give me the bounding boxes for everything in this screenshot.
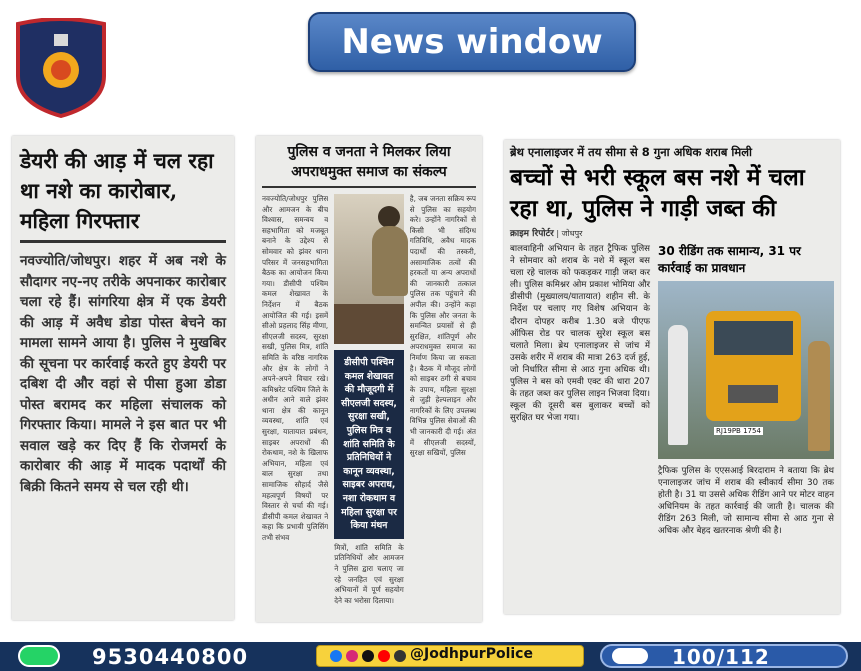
school-bus-photo (658, 281, 834, 459)
news-window-banner: News window (308, 12, 636, 72)
bus-number-plate: RJ19PB 1754 (716, 427, 761, 435)
police-logo (14, 18, 108, 118)
meeting-photo (334, 194, 404, 344)
threads-icon (394, 650, 406, 662)
article2-middle-text: मित्रों, शांति समिति के प्रतिनिधियों और आमजन ने पुलिस द्वारा चलाए जा रहे जनहित एवं सुरक्षा अभियानों में पूर्ण सहयोग देने का भरोसा दिलाया। (334, 542, 404, 605)
article1-body: नवज्योति/जोधपुर। शहर में अब नशे के सौदागर नए-नए तरीके अपनाकर कारोबार चला रहे हैं। सांगरिया क्षेत्र में एक डेयरी की आड़ में अवैध डोडा पोस्त बेचने का मामला सामने आया है। पुलिस ने मुखबिर की सूचना पर कार्रवाई करते हुए डेयरी पर दबिश दी और वहां से पीसा हुआ डोडा पोस्त बरामद कर महिला संचालक को गिरफ्तार किया। मामले ने इस बात पर भी सवाल खड़े कर दिए हैं कि रोजमर्रा के कारोबार की आड़ में मादक पदार्थों की बिक्री कितने समय से चल रही थी। (20, 253, 226, 495)
news-clipping-public-meeting (256, 136, 482, 622)
youtube-icon (378, 650, 390, 662)
article3-subhead: 30 रीडिंग तक सामान्य, 31 पर कार्रवाई का प्रावधान (658, 244, 801, 275)
article3-kicker: ब्रेथ एनालाइजर में तय सीमा से 8 गुना अधिक शराब मिली (510, 145, 753, 159)
whatsapp-number: 9530440800 (92, 645, 249, 669)
article3-photo-caption: ट्रैफिक पुलिस के एएसआई बिरदाराम ने बताया कि ब्रेथ एनालाइजर जांच में शराब की स्वीकार्य सीमा 30 तक होती है। 31 या उससे अधिक रीडिंग आने पर मोटर वाहन अधिनियम के तहत कार्रवाई की जाती है। चालक की रीडिंग 263 मिली, जो सामान्य सीमा से आठ गुना से अधिक और बेहद खतरनाक श्रेणी की है। (658, 466, 834, 537)
news-clipping-school-bus (504, 140, 840, 614)
article3-body: बालवाहिनी अभियान के तहत ट्रैफिक पुलिस ने सोमवार को शराब के नशे में स्कूल बस चला रहे चालक को फकड़कर गाड़ी जब्त कर ली। पुलिस कमिश्नर ओम प्रकाश भोमिया और डीसीपी (मुख्यालय/यातायात) शहीन सी. के निर्देश पर चलाए गए विशेष अभियान के दौरान दोपहर करीब 1.30 बजे पीएफ ऑफिस रोड पर चालक सुरेश स्कूल बस चलाते मिला। ब्रेथ एनालाइजर से जांच में उसके शरीर में शराब की मात्रा 263 दर्ज हुई, जो निर्धारित सीमा से आठ गुना अधिक थी। पुलिस ने बस को एमवी एक्ट की धारा 207 के तहत जब्त कर पुलिस लाइन भिजवा दिया। स्कूल की दूसरी बस बुलाकर बच्चों को सुरक्षित घर भेजा गया। (510, 244, 650, 424)
article2-photo-caption: डीसीपी पश्चिम कमल शेखावत की मौजूदगी में सीएलजी सदस्य, सुरक्षा सखी, पुलिस मित्र व शांति समिति के प्रतिनिधियों ने कानून व्यवस्था, साइबर अपराध, नशा रोकथाम व महिला सुरक्षा पर किया मंथन (334, 350, 404, 539)
article2-column-left: नवज्योति/जोधपुर पुलिस और आमजन के बीच विश्वास, समन्वय व सहभागिता को मजबूत बनाने के उद्देश्य से सोमवार को झंवर थाना परिसर में जनसहभागिता बैठक का आयोजन किया गया। डीसीपी पश्चिम कमल शेखावत के निर्देशन में बैठक आयोजित की गई। इसमें सीओ प्रहलाद सिंह मीणा, सीएलजी सदस्य, सुरक्षा सखी, पुलिस मित्र, शांति समिति के वरिष्ठ नागरिक और क्षेत्र के लोगों ने अपने-अपने विचार रखे। कमिश्नरेट पश्चिम जिले के अधीन आने वाले झंवर थाना क्षेत्र की कानून व्यवस्था, शांति एवं सुरक्षा, यातायात प्रबंधन, साइबर अपराधों की रोकथाम, नशे के खिलाफ अभियान, महिला एवं बाल सुरक्षा तथा सामाजिक सौहार्द जैसे महत्वपूर्ण विषयों पर विस्तार से चर्चा की गई। डीसीपी कमल शेखावत ने कहा कि प्रभावी पुलिसिंग तभी संभव (262, 194, 329, 542)
article2-column-right: है, जब जनता सक्रिय रूप से पुलिस का सहयोग करे। उन्होंने नागरिकों से किसी भी संदिग्ध गतिविधि, अवैध मादक पदार्थों की तस्करी, असामाजिक तत्वों की हरकतों या अन्य अपराधों की जानकारी तत्काल पुलिस तक पहुंचाने की अपील की। उन्होंने कहा कि पुलिस और जनता के समन्वित प्रयासों से ही सुरक्षित, शांतिपूर्ण और अपराधमुक्त समाज का निर्माण किया जा सकता है। बैठक में मौजूद लोगों को साइबर ठगी से बचाव के उपाय, महिला सुरक्षा से जुड़ी हेल्पलाइन और नागरिकों के लिए उपलब्ध विभिन्न पुलिस सेवाओं की भी जानकारी दी गई। अंत में सीएलजी सदस्यों, सुरक्षा सखियों, पुलिस (409, 194, 477, 458)
article1-headline: डेयरी की आड़ में चल रहा था नशे का कारोबार, महिला गिरफ्तार (20, 148, 214, 233)
whatsapp-icon (18, 645, 60, 667)
article3-headline: बच्चों से भरी स्कूल बस नशे में चला रहा था, पुलिस ने गाड़ी जब्त की (510, 164, 805, 222)
instagram-icon (346, 650, 358, 662)
x-icon (362, 650, 374, 662)
social-handle: @JodhpurPolice (410, 646, 533, 662)
article3-byline: क्राइम रिपोर्टर | जोधपुर (510, 229, 583, 239)
emergency-number: 100/112 (672, 645, 770, 669)
article2-headline: पुलिस व जनता ने मिलकर लिया अपराधमुक्त समाज का संकल्प (262, 142, 476, 188)
article2-column-middle (334, 194, 404, 606)
facebook-icon (330, 650, 342, 662)
phone-icon (612, 648, 648, 664)
headline-rule (20, 240, 226, 243)
news-clipping-dairy (12, 136, 234, 620)
